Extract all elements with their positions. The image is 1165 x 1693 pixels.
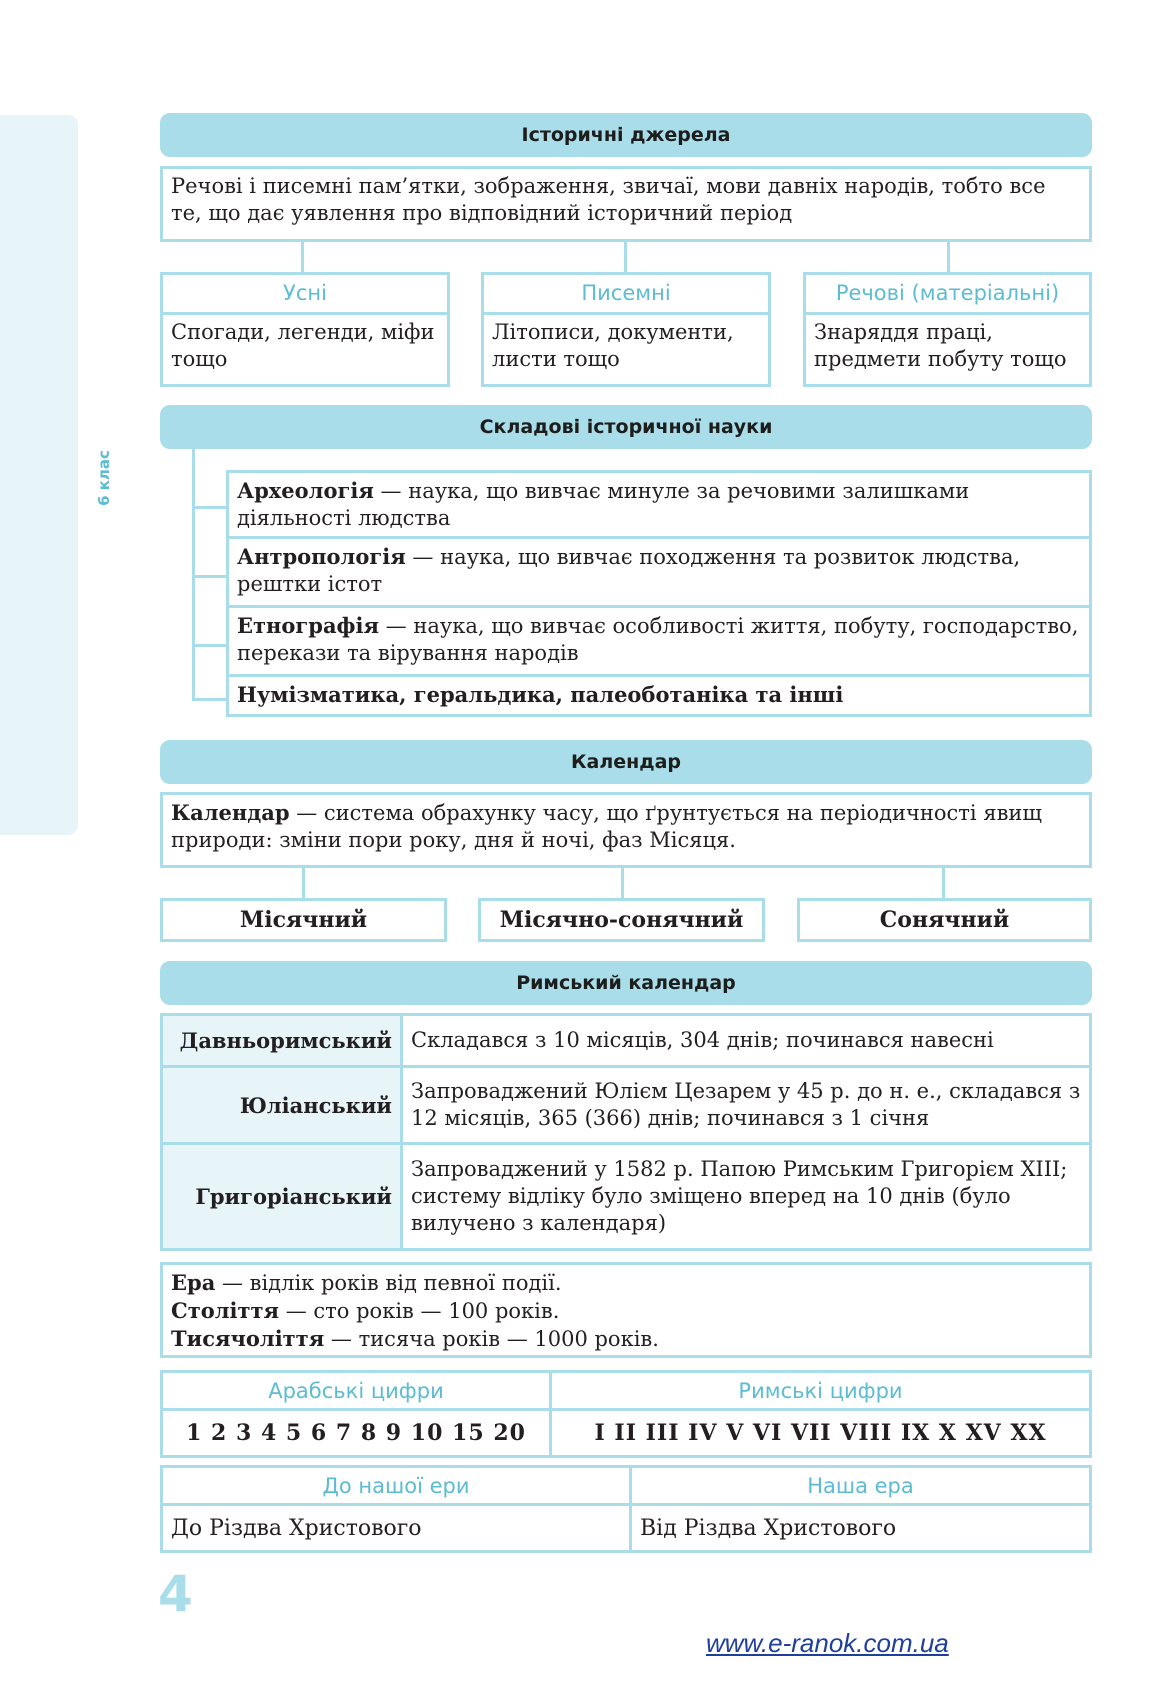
- roman-numerals: [549, 1373, 1089, 1455]
- page-number: 4: [158, 1565, 193, 1623]
- source-type-oral-desc: Спогади, легенди, міфи тощо: [171, 320, 435, 371]
- arabic-numerals-title: Арабські цифри: [163, 1373, 549, 1411]
- roman-calendar-table: [160, 1013, 1092, 1251]
- millennium-desc: — тисяча років — 1000 років.: [324, 1327, 659, 1351]
- website-link[interactable]: www.e-ranok.com.ua: [706, 1628, 949, 1658]
- source-type-oral: [160, 272, 450, 387]
- roman-calendar-desc: Запроваджений у 1582 р. Папою Римським Григорієм XIII; систему відліку було зміщено вперед на 10 днів (було вилучено з календаря): [402, 1144, 1091, 1250]
- science-item-others: [226, 677, 1092, 717]
- ad-era: [629, 1468, 1089, 1550]
- arabic-numerals-values: 1 2 3 4 5 6 7 8 9 10 15 20: [186, 1420, 526, 1446]
- source-type-written-name: Писемні: [484, 275, 768, 315]
- ad-era-title: Наша ера: [632, 1468, 1089, 1506]
- roman-calendar-name: Юліанський: [162, 1067, 402, 1144]
- science-desc: — наука, що вивчає особливості життя, побуту, господарство, перекази та вірування народів: [237, 614, 1079, 665]
- century-line: [171, 1297, 1081, 1325]
- sources-title: Історичні джерела: [160, 113, 1092, 157]
- science-term: Етнографія: [237, 613, 379, 638]
- side-tab: [0, 115, 78, 835]
- sources-definition: Речові і писемні пам’ятки, зображення, звичаї, мови давніх народів, тобто все те, що дає уявлення про відповідний історичний період: [160, 166, 1092, 242]
- millennium-term: Тисячоліття: [171, 1326, 325, 1351]
- table-row: [162, 1067, 1091, 1144]
- science-term: Антропологія: [237, 544, 406, 569]
- table-row: [162, 1144, 1091, 1250]
- calendar-type-lunisolar: Місячно-сонячний: [478, 898, 765, 942]
- century-desc: — сто років — 100 років.: [279, 1299, 560, 1323]
- science-item-anthropology: [226, 539, 1092, 608]
- eras-table: [160, 1465, 1092, 1553]
- calendar-title: Календар: [160, 740, 1092, 784]
- science-desc: — наука, що вивчає минуле за речовими залишками діяльності людства: [237, 479, 970, 530]
- source-type-written-desc: Літописи, документи, листи тощо: [492, 320, 734, 371]
- source-type-written: [481, 272, 771, 387]
- calendar-definition-text: — система обрахунку часу, що ґрунтується на періодичності явищ природи: зміни пори року, дня й ночі, фаз Місяця.: [171, 801, 1042, 852]
- roman-calendar-name: Григоріанський: [162, 1144, 402, 1250]
- ad-era-desc: Від Різдва Христового: [640, 1515, 897, 1541]
- century-term: Століття: [171, 1298, 280, 1323]
- roman-calendar-desc: Складався з 10 місяців, 304 днів; починався навесні: [402, 1015, 1091, 1067]
- source-type-material-name: Речові (матеріальні): [806, 275, 1089, 315]
- millennium-line: [171, 1325, 1081, 1353]
- source-type-material: [803, 272, 1092, 387]
- bc-era: [163, 1468, 629, 1550]
- calendar-type-lunar: Місячний: [160, 898, 447, 942]
- roman-numerals-values: I II III IV V VI VII VIII IX X XV XX: [594, 1420, 1047, 1446]
- roman-calendar-desc: Запроваджений Юлієм Цезарем у 45 р. до н. е., складався з 12 місяців, 365 (366) днів; починався з 1 січня: [402, 1067, 1091, 1144]
- source-type-material-desc: Знаряддя праці, предмети побуту тощо: [814, 320, 1067, 371]
- science-item-ethnography: [226, 608, 1092, 677]
- arabic-numerals: [163, 1373, 549, 1455]
- calendar-type-solar: Сонячний: [797, 898, 1092, 942]
- numerals-table: [160, 1370, 1092, 1458]
- bc-era-title: До нашої ери: [163, 1468, 629, 1506]
- calendar-definition: [160, 792, 1092, 868]
- roman-calendar-title: Римський календар: [160, 961, 1092, 1005]
- sciences-title: Складові історичної науки: [160, 405, 1092, 449]
- grade-label: 6 клас: [95, 450, 113, 506]
- science-desc: — наука, що вивчає походження та розвиток людства, рештки істот: [237, 545, 1021, 596]
- sciences-list: [226, 470, 1092, 717]
- era-line: [171, 1269, 1081, 1297]
- science-term: Археологія: [237, 478, 374, 503]
- era-desc: — відлік років від певної події.: [215, 1271, 562, 1295]
- table-row: [162, 1015, 1091, 1067]
- calendar-term: Календар: [171, 800, 290, 825]
- source-type-oral-name: Усні: [163, 275, 447, 315]
- roman-calendar-name: Давньоримський: [162, 1015, 402, 1067]
- era-term: Ера: [171, 1270, 216, 1295]
- roman-numerals-title: Римські цифри: [552, 1373, 1089, 1411]
- science-item-archaeology: [226, 470, 1092, 539]
- bc-era-desc: До Різдва Христового: [171, 1515, 422, 1541]
- era-definitions: [160, 1262, 1092, 1358]
- science-term: Нумізматика, геральдика, палеоботаніка та інші: [237, 682, 844, 707]
